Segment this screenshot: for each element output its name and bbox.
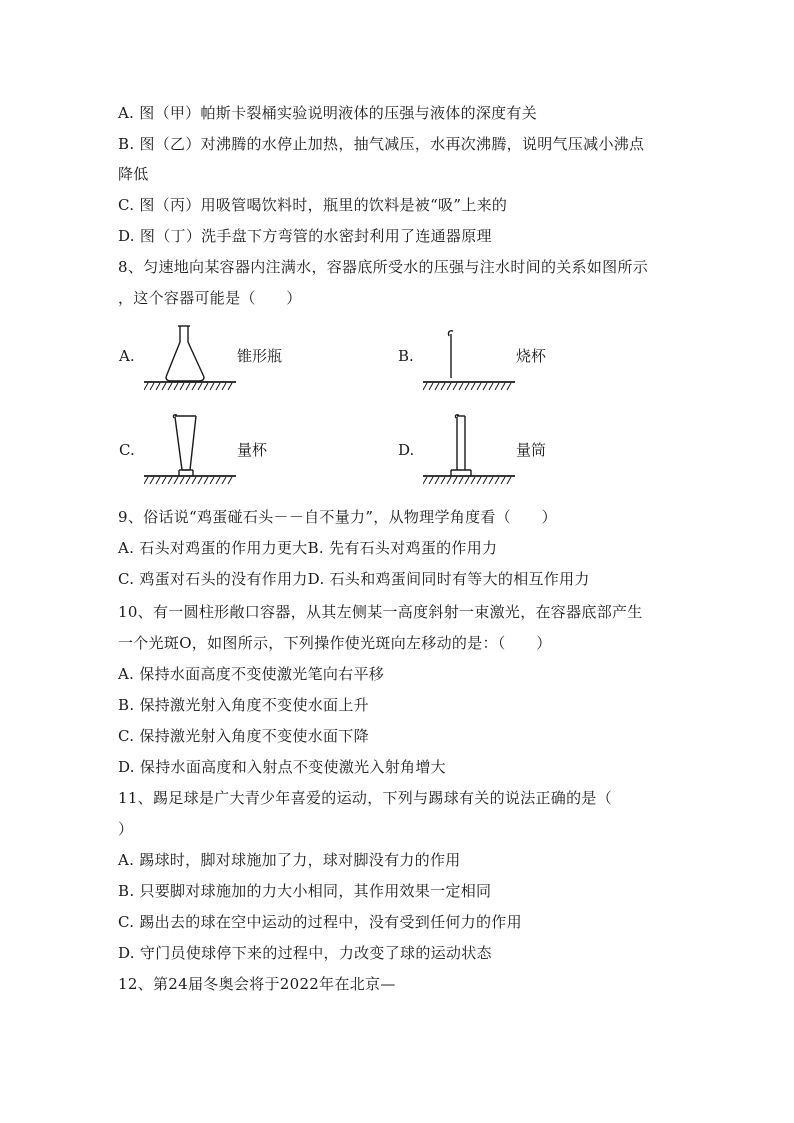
q11-option-d: D. 守门员使球停下来的过程中，力改变了球的运动状态 <box>118 944 492 962</box>
q8-option-b-name: 烧杯 <box>516 347 547 365</box>
measuring-cup-icon <box>144 414 238 486</box>
q8-option-d-letter: D. <box>398 441 415 459</box>
q8-stem-line2: ，这个容器可能是（ ） <box>118 289 302 307</box>
q9-options-cd: C. 鸡蛋对石头的没有作用力D. 石头和鸡蛋间同时有等大的相互作用力 <box>118 570 590 588</box>
q10-stem-line1: 10、有一圆柱形敞口容器，从其左侧某一高度斜射一束激光，在容器底部产生 <box>118 603 643 621</box>
q12-stem: 12、第24届冬奥会将于2022年在北京— <box>118 975 396 993</box>
graduated-cylinder-icon <box>423 414 517 486</box>
q8-option-a-name: 锥形瓶 <box>237 347 283 365</box>
q10-stem-line2: 一个光斑O，如图所示，下列操作使光斑向左移动的是：（ ） <box>118 634 552 652</box>
q11-stem-line2: ） <box>118 820 134 838</box>
q7-option-b-line2: 降低 <box>118 165 149 183</box>
q11-option-c: C. 踢出去的球在空中运动的过程中，没有受到任何力的作用 <box>118 913 522 931</box>
q7-option-a: A. 图（甲）帕斯卡裂桶实验说明液体的压强与液体的深度有关 <box>118 104 538 122</box>
q10-option-a: A. 保持水面高度不变使激光笔向右平移 <box>118 665 385 683</box>
q10-option-b: B. 保持激光射入角度不变使水面上升 <box>118 696 369 714</box>
beaker-icon <box>423 322 517 392</box>
q7-option-b-line1: B. 图（乙）对沸腾的水停止加热，抽气减压，水再次沸腾，说明气压减小沸点 <box>118 135 645 153</box>
q9-options-ab: A. 石头对鸡蛋的作用力更大B. 先有石头对鸡蛋的作用力 <box>118 539 498 557</box>
q11-option-a: A. 踢球时，脚对球施加了力，球对脚没有力的作用 <box>118 851 461 869</box>
q7-option-d: D. 图（丁）洗手盘下方弯管的水密封利用了连通器原理 <box>118 227 492 245</box>
q11-stem-line1: 11、踢足球是广大青少年喜爱的运动，下列与踢球有关的说法正确的是（ <box>118 789 612 807</box>
q10-option-c: C. 保持激光射入角度不变使水面下降 <box>118 727 369 745</box>
q8-option-b-letter: B. <box>398 347 414 365</box>
q8-stem-line1: 8、匀速地向某容器内注满水，容器底所受水的压强与注水时间的关系如图所示 <box>118 258 649 276</box>
q8-option-c-letter: C. <box>119 441 135 459</box>
q8-option-c-name: 量杯 <box>237 441 268 459</box>
q8-option-d-name: 量筒 <box>516 441 547 459</box>
q9-stem: 9、俗话说“鸡蛋碰石头－－自不量力”，从物理学角度看（ ） <box>118 508 557 526</box>
q8-option-a-letter: A. <box>119 347 135 365</box>
q10-option-d: D. 保持水面高度和入射点不变使激光入射角增大 <box>118 758 446 776</box>
q7-option-c: C. 图（丙）用吸管喝饮料时，瓶里的饮料是被“吸”上来的 <box>118 196 508 214</box>
conical-flask-icon <box>144 322 238 392</box>
q11-option-b: B. 只要脚对球施加的力大小相同，其作用效果一定相同 <box>118 882 492 900</box>
